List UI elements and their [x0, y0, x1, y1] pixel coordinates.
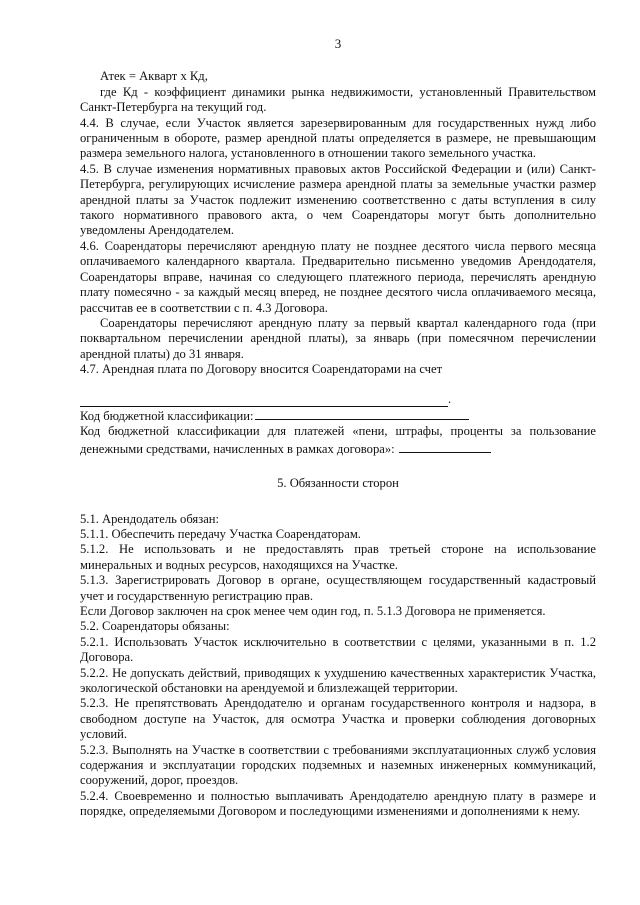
formula-note: где Кд - коэффициент динамики рынка недвижимости, установленный Правительством Санкт-Петербурга на текущий год. [80, 84, 596, 115]
clause-5-1-3: 5.1.3. Зарегистрировать Договор в органе, осуществляющем государственный кадастровый учет и государственную регистрацию прав. [80, 573, 596, 603]
clause-5-2-4: 5.2.4. Своевременно и полностью выплачивать Арендодателю арендную плату в размере и порядке, определяемыми Договором и последующими изменениями и дополнениями к нему. [80, 788, 596, 819]
clause-5-2-3b: 5.2.3. Выполнять на Участке в соответствии с требованиями эксплуатационных служб условия содержания и эксплуатации городских подземных и наземных инженерных коммуникаций, сооружений, дорог, проездов. [80, 742, 596, 788]
clause-5-2-3a: 5.2.3. Не препятствовать Арендодателю и органам государственного контроля и надзора, в свободном доступе на Участок, для осмотра Участка и проверки соблюдения договорных условий. [80, 696, 596, 742]
clause-4-5: 4.5. В случае изменения нормативных правовых актов Российской Федерации и (или) Санкт-Петербурга, регулирующих исчисление размера арендной платы за земельные участки размер арендной платы за Участок подлежит изменению соответственно с даты вступления в силу такого нормативного правового акта, о чем Соарендаторы могут быть дополнительно уведомлены Арендодателем. [80, 161, 596, 238]
clause-5-1-2: 5.1.2. Не использовать и не предоставлять прав третьей стороне на использование минеральных и водных ресурсов, находящихся на Участке. [80, 542, 596, 572]
clause-5-1-1: 5.1.1. Обеспечить передачу Участка Соарендаторам. [80, 526, 361, 541]
kbk-label: Код бюджетной классификации: [80, 408, 254, 423]
first-quarter-note: Соарендаторы перечисляют арендную плату за первый квартал календарного года (при поквартальном перечислении арендной платы), за январь (при помесячном перечислении арендной платы) до 31 января. [80, 315, 596, 361]
account-blank-line [80, 393, 448, 407]
kbk-fines-line [80, 424, 596, 457]
clause-5-2-2: 5.2.2. Не допускать действий, приводящих к ухудшению качественных характеристик Участка, экологической обстановки на арендуемой и близлежащей территории. [80, 665, 596, 696]
clause-5-2: 5.2. Соарендаторы обязаны: [80, 619, 230, 634]
rent-formula: Атек = Акварт х Кд, [100, 69, 208, 84]
page-number: 3 [334, 36, 342, 51]
spacer [80, 378, 596, 392]
account-line-dot: . [448, 391, 452, 406]
kbk-line [80, 407, 596, 424]
clause-5-1-3-note: Если Договор заключен на срок менее чем один год, п. 5.1.3 Договора не применяется. [80, 604, 546, 618]
clause-4-7: 4.7. Арендная плата по Договору вносится Соарендаторами на счет [80, 362, 443, 377]
clause-4-6: 4.6. Соарендаторы перечисляют арендную плату не позднее десятого числа первого месяца оплачиваемого календарного квартала. Предварительно письменно уведомив Арендодателя, Соарендаторы вправе, начиная со следующего платежного периода, перечислять арендную плату помесячно - за каждый месяц вперед, не позднее десятого числа оплачиваемого месяца, рассчитав ее в соответствии с п. 4.3 Договора. [80, 238, 596, 315]
account-line-row [80, 392, 596, 407]
clause-5-2-1: 5.2.1. Использовать Участок исключительно в соответствии с целями, указанными в п. 1.2 Договора. [80, 634, 596, 665]
kbk-fines-label: Код бюджетной классификации для платежей «пени, штрафы, проценты за пользование денежными средствами, начисленных в рамках договора»: [80, 424, 596, 456]
clause-4-4: 4.4. В случае, если Участок является зарезервированным для государственных нужд либо ограниченным в обороте, размер арендной платы определяется в размере, не превышающим размера земельного налога, установленного в отношении такого земельного участка. [80, 115, 596, 161]
section-heading: 5. Обязанности сторон [277, 476, 399, 491]
kbk-fines-blank [399, 440, 491, 453]
clause-5-1: 5.1. Арендодатель обязан: [80, 511, 220, 526]
kbk-blank [255, 407, 469, 420]
